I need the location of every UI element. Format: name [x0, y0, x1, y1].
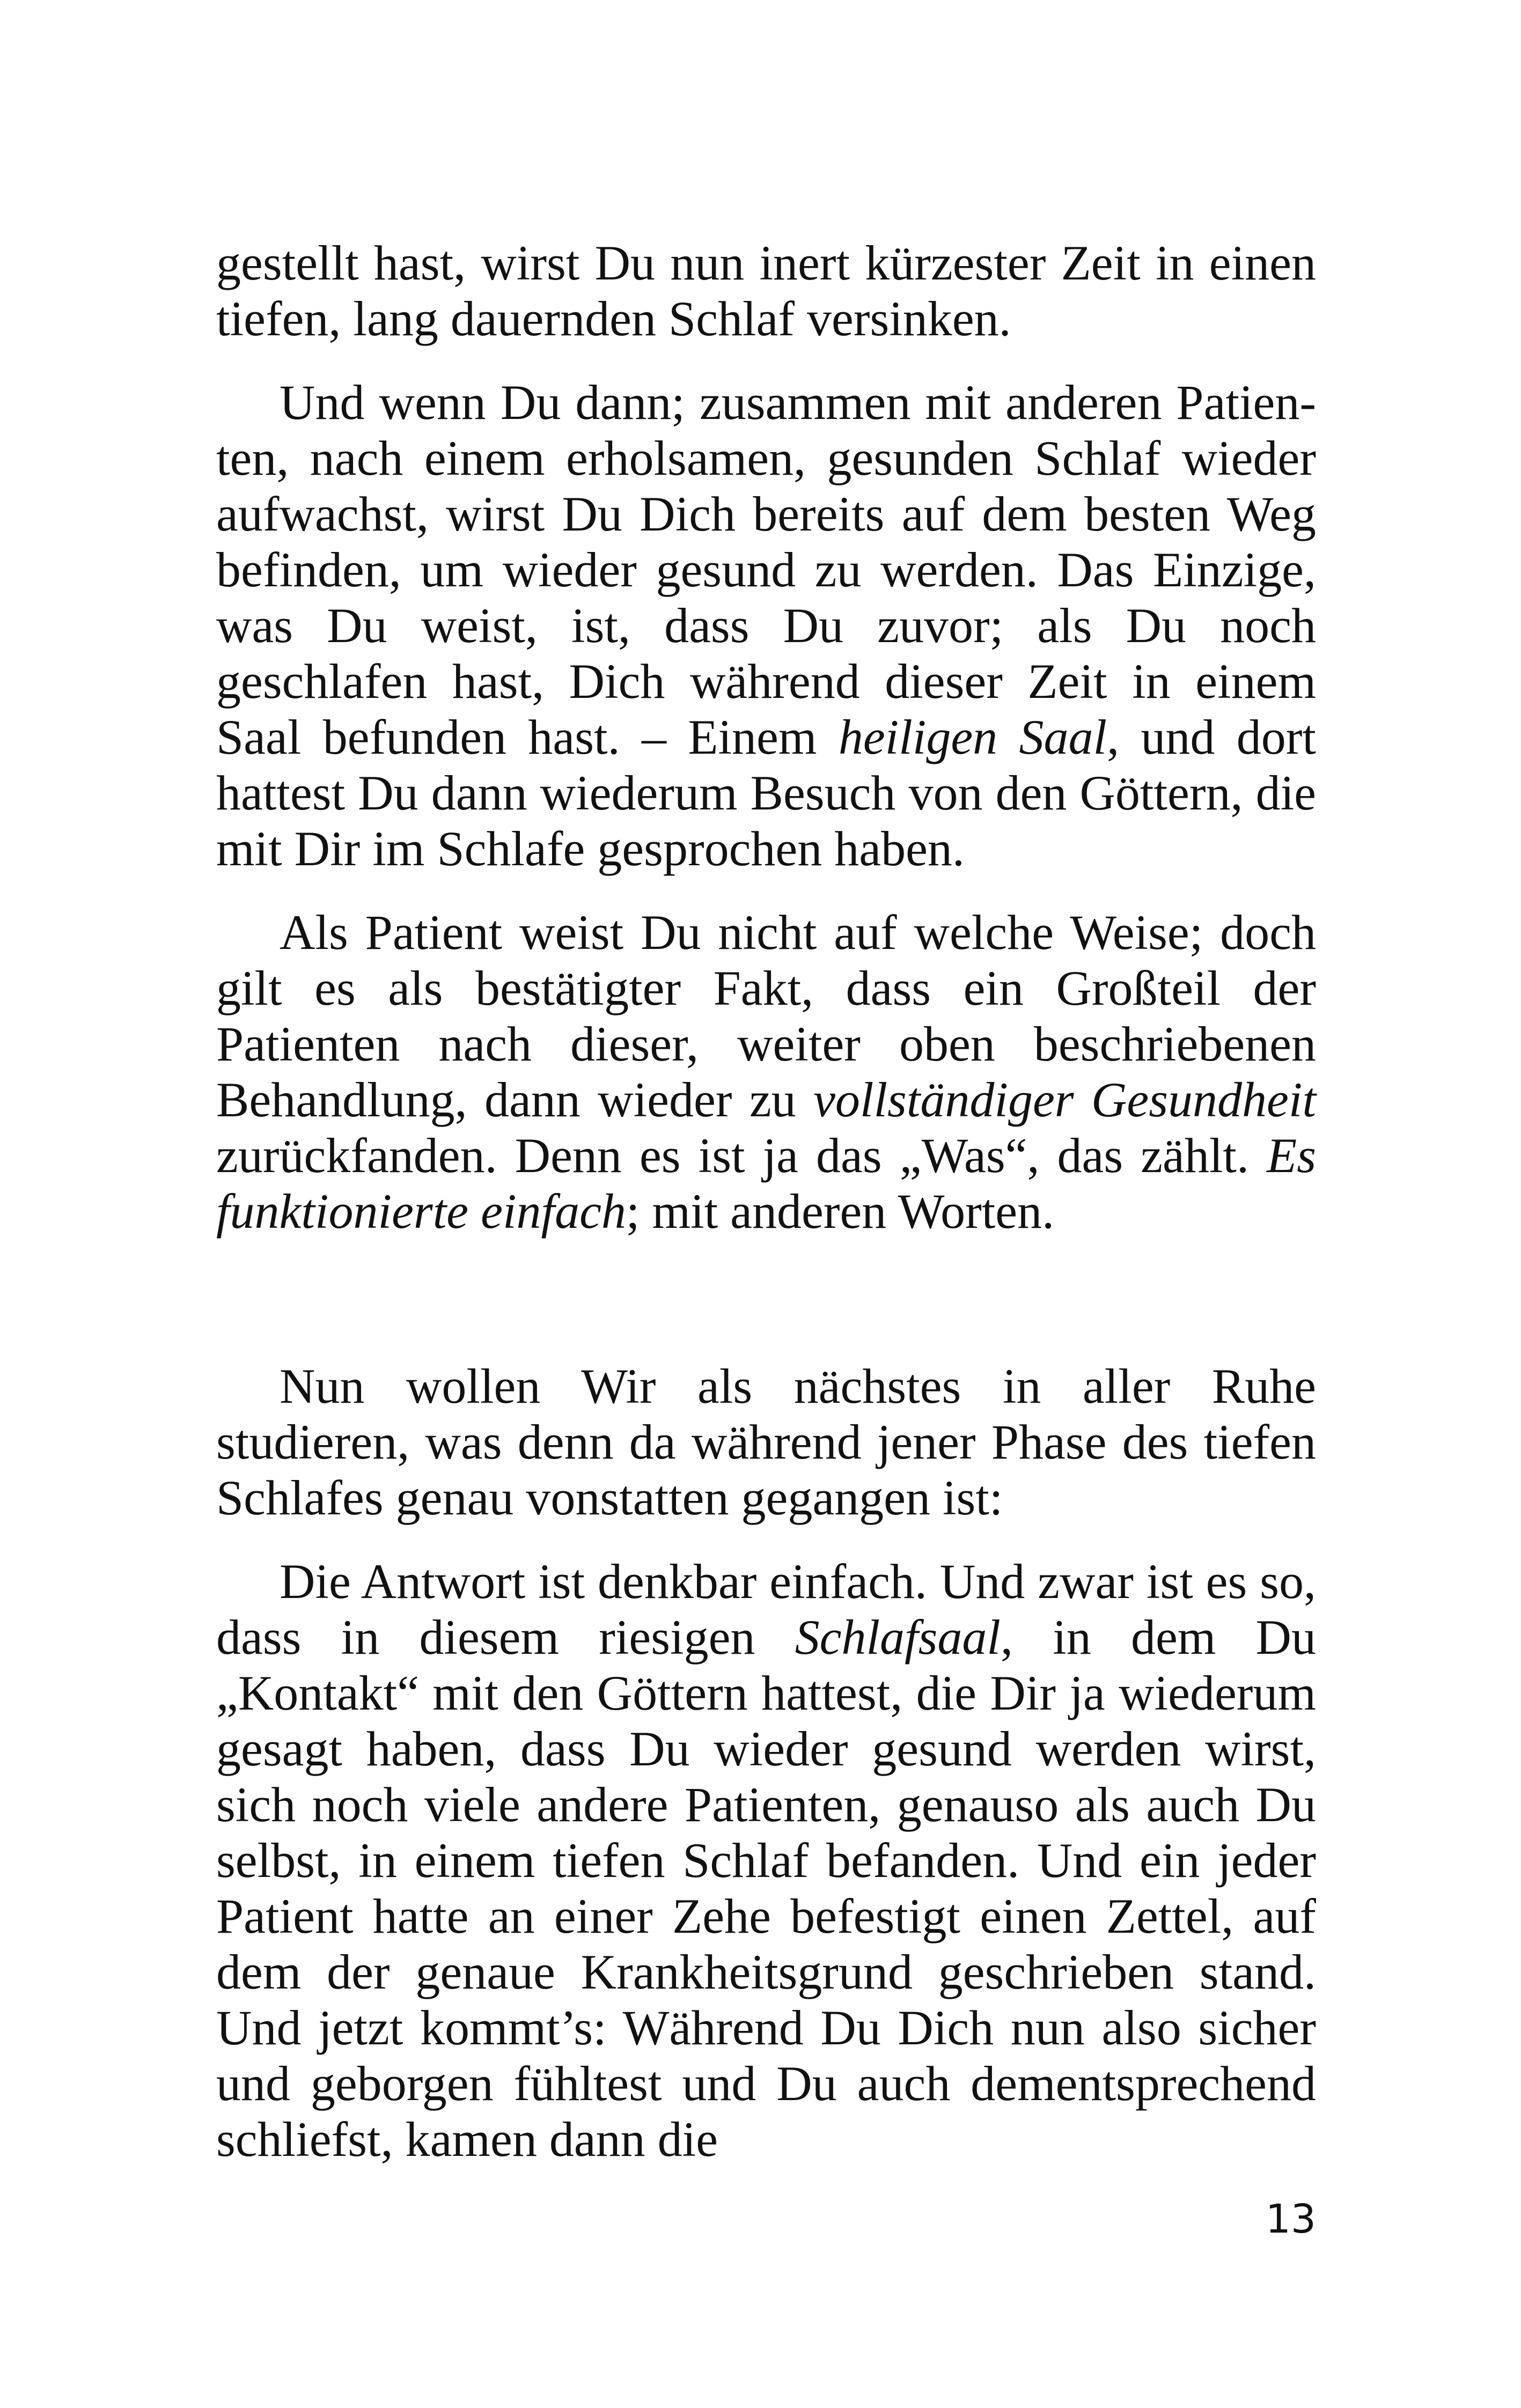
paragraph-2	[216, 374, 1316, 877]
body-text	[216, 235, 1316, 2195]
paragraph-5	[216, 1553, 1316, 2167]
text-segment: , in dem Du „Kontakt“ mit den Göttern hattest, die Dir ja wiederum gesagt haben, dass Du wieder gesund werden wirst, sich noch viele andere Patienten, genauso als auch Du selbst, in einem tiefen Schlaf befanden. Und ein jeder Patient hatte an einer Zehe befestigt einen Zettel, auf dem der genaue Krankheitsgrund geschrieben stand. Und jetzt kommt’s: Während Du Dich nun also sicher und geborgen fühltest und Du auch dementsprechend schliefst, kamen dann die	[216, 1610, 1316, 2167]
text-segment: Als Patient weist Du nicht auf welche Weise; doch gilt es als bestätigter Fakt, dass ein Großteil der Patienten nach dieser, weiter oben beschriebenen Behandlung, dann wieder zu	[216, 905, 1316, 1127]
text-segment: ; mit anderen Worten.	[626, 1184, 1055, 1239]
text-segment: Nun wollen Wir als nächstes in aller Ruhe studieren, was denn da während jener Phase des tiefen Schlafes genau vonstatten gegangen ist:	[216, 1359, 1316, 1525]
italic-emphasis: vollständiger Gesundheit	[813, 1072, 1316, 1127]
text-segment: gestellt hast, wirst Du nun inert kürzester Zeit in einen tiefen, lang dauernden Schlaf versinken.	[216, 235, 1316, 346]
italic-emphasis: Es funktionierte einfach	[216, 1128, 1316, 1239]
italic-emphasis: heiligen Saal	[838, 710, 1107, 764]
paragraph-1	[216, 235, 1316, 347]
text-segment: Und wenn Du dann; zusammen mit anderen Patienten, nach einem erholsamen, gesunden Schlaf wieder aufwachst, wirst Du Dich bereits auf dem besten Weg befinden, um wieder gesund zu werden. Das Einzige, was Du weist, ist, dass Du zuvor; als Du noch geschlafen hast, Dich während dieser Zeit in einem Saal befunden hast. – Einem	[216, 375, 1316, 764]
paragraph-4	[216, 1358, 1316, 1526]
text-segment: , und dort hattest Du dann wiederum Besuch von den Göttern, die mit Dir im Schlafe gesprochen haben.	[216, 710, 1316, 876]
italic-emphasis: Schlafsaal	[795, 1610, 1001, 1665]
paragraph-3	[216, 904, 1316, 1239]
page-number: 13	[1265, 2196, 1316, 2242]
text-segment: zurückfanden. Denn es ist ja das „Was“, das zählt.	[216, 1128, 1267, 1183]
text-segment: Die Antwort ist denkbar einfach. Und zwar ist es so, dass in diesem riesigen	[216, 1554, 1316, 1665]
